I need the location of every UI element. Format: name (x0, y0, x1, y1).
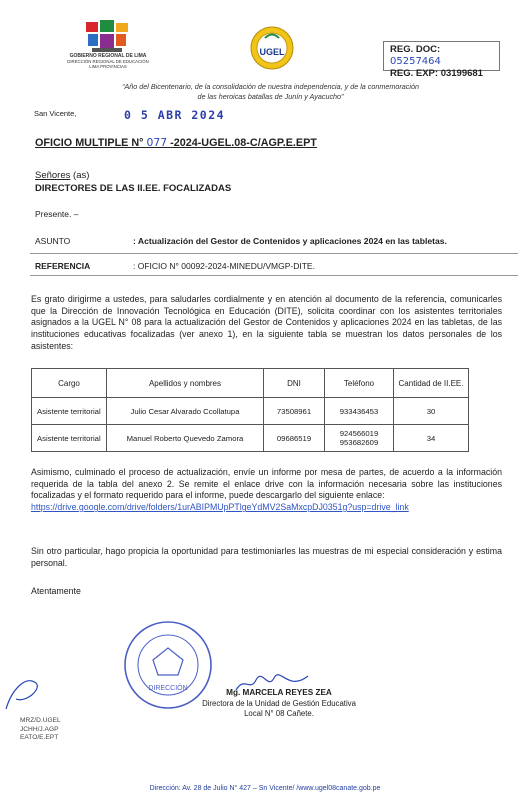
divider (30, 253, 518, 254)
table-row (32, 425, 469, 452)
phone-cell (325, 398, 394, 425)
closing: Atentamente (31, 586, 81, 596)
table-header: Cantidad de II.EE. (394, 369, 469, 398)
signer-role (175, 699, 383, 719)
phone-1: 933436453 (339, 406, 379, 416)
footer-address: Dirección: Av. 28 de Julio N° 427 – Sn Vicente/ /www.ugel08canate.gob.pe (149, 785, 381, 792)
initials-line: JCHH/J.AGP (20, 725, 59, 733)
initials-line: EATO/E.EPT (20, 734, 59, 741)
ugel-logo-text: UGEL (259, 47, 285, 57)
signer-role-line-2: Local N° 08 Cañete. (244, 709, 314, 718)
dni-cell: 73508961 (264, 398, 325, 425)
name-cell: Manuel Roberto Quevedo Zamora (107, 425, 264, 452)
phone-cell (325, 425, 394, 452)
table-header-row (32, 369, 469, 398)
reg-doc-value: 05257464 (390, 56, 441, 67)
body-paragraph-1: Es grato dirigirme a ustedes, para saludarles cordialmente y en atención al documento de la referencia, comunicarles que la Dirección de Innovación Tecnológica en Educación (DITE), solicita coordinar con los asistentes territoriales asignados a la UGEL N° 08 para la actualización del Gestor de Contenidos y aplicaciones 2024 en las tabletas, de las instituciones educativas focalizadas (ver anexo 1), en la siguiente tabla se muestran los datos personales de los asistentes: (31, 294, 502, 351)
cargo-cell: Asistente territorial (32, 425, 107, 452)
table-row (32, 398, 469, 425)
table-header: Apellidos y nombres (107, 369, 264, 398)
body-paragraph-3: Sin otro particular, hago propicia la oportunidad para testimoniarles las muestras de mi especial consideración y estima personal. (31, 546, 502, 568)
paragraph-2-text: Asimismo, culminado el proceso de actualización, envíe un informe por mesa de partes, de acuerdo a la información requerida de la tabla del anexo 2. Se remite el enlace drive con la información necesaria sobre las instituciones focalizadas y el formato requerido para el informe, puede descargarlo del siguiente enlace: (31, 467, 502, 501)
count-cell: 30 (394, 398, 469, 425)
lima-logo-caption (62, 54, 154, 69)
table-header: DNI (264, 369, 325, 398)
drive-link[interactable]: https://drive.google.com/drive/folders/1urABIPMUpPTlgeYdMV2SaMxcpDJ0351g?usp=drive_link (31, 502, 409, 513)
phone-1: 924566019 (339, 429, 379, 438)
body-paragraph-2 (31, 467, 502, 514)
presente: Presente. – (35, 209, 79, 219)
place: San Vicente, (34, 109, 77, 118)
reference-initials (20, 717, 61, 743)
cargo-cell: Asistente territorial (32, 398, 107, 425)
name-cell: Julio Cesar Alvarado Ccollatupa (107, 398, 264, 425)
official-seal-stamp (123, 620, 213, 710)
greeting-line: Señores (35, 170, 71, 181)
phone-2: 953682609 (339, 438, 379, 447)
reg-doc-label: REG. DOC: (390, 44, 441, 55)
oficio-prefix: OFICIO MULTIPLE N° (35, 137, 144, 149)
table-header: Teléfono (325, 369, 394, 398)
lima-subtitle-1: DIRECCIÓN REGIONAL DE EDUCACIÓN (67, 59, 149, 64)
initial-signature-mark (2, 669, 46, 713)
reg-exp-value: 03199681 (440, 68, 483, 79)
signer-role-line-1: Directora de la Unidad de Gestión Educativa (202, 699, 356, 708)
assistants-table (31, 368, 469, 452)
divider (30, 275, 518, 276)
lima-title: GOBIERNO REGIONAL DE LIMA (69, 53, 147, 59)
asunto-value: : Actualización del Gestor de Contenidos y aplicaciones 2024 en las tabletas. (133, 236, 447, 246)
seal-text: DIRECCIÓN (148, 685, 188, 692)
referencia-label: REFERENCIA (35, 261, 91, 271)
count-cell: 34 (394, 425, 469, 452)
table-header: Cargo (32, 369, 107, 398)
referencia-value: : OFICIO N° 00092-2024-MINEDU/VMGP-DITE. (133, 261, 315, 271)
year-motto: “Año del Bicentenario, de la consolidación de nuestra independencia, y de la conmemoración de las heroicas batallas de Junín y Ayacucho” (122, 82, 419, 101)
signer-name: Mg. MARCELA REYES ZEA (226, 688, 332, 697)
registration-box (383, 41, 500, 79)
oficio-number: 077 (146, 136, 168, 149)
asunto-label: ASUNTO (35, 236, 71, 246)
date-stamp: 0 5 ABR 2024 (124, 108, 226, 122)
dni-cell: 09686519 (264, 425, 325, 452)
oficio-title (35, 136, 317, 149)
greeting-suffix: (as) (70, 170, 90, 181)
initials-line: MRZ/D.UGEL (20, 717, 61, 724)
addressee: DIRECTORES DE LAS II.EE. FOCALIZADAS (35, 183, 232, 194)
ugel-seal-logo (250, 26, 294, 70)
oficio-suffix: -2024-UGEL.08-C/AGP.E.EPT (170, 137, 317, 149)
lima-subtitle-2: LIMA PROVINCIAS (89, 64, 127, 69)
reg-exp-label: REG. EXP: (390, 68, 439, 79)
greeting (35, 170, 89, 181)
